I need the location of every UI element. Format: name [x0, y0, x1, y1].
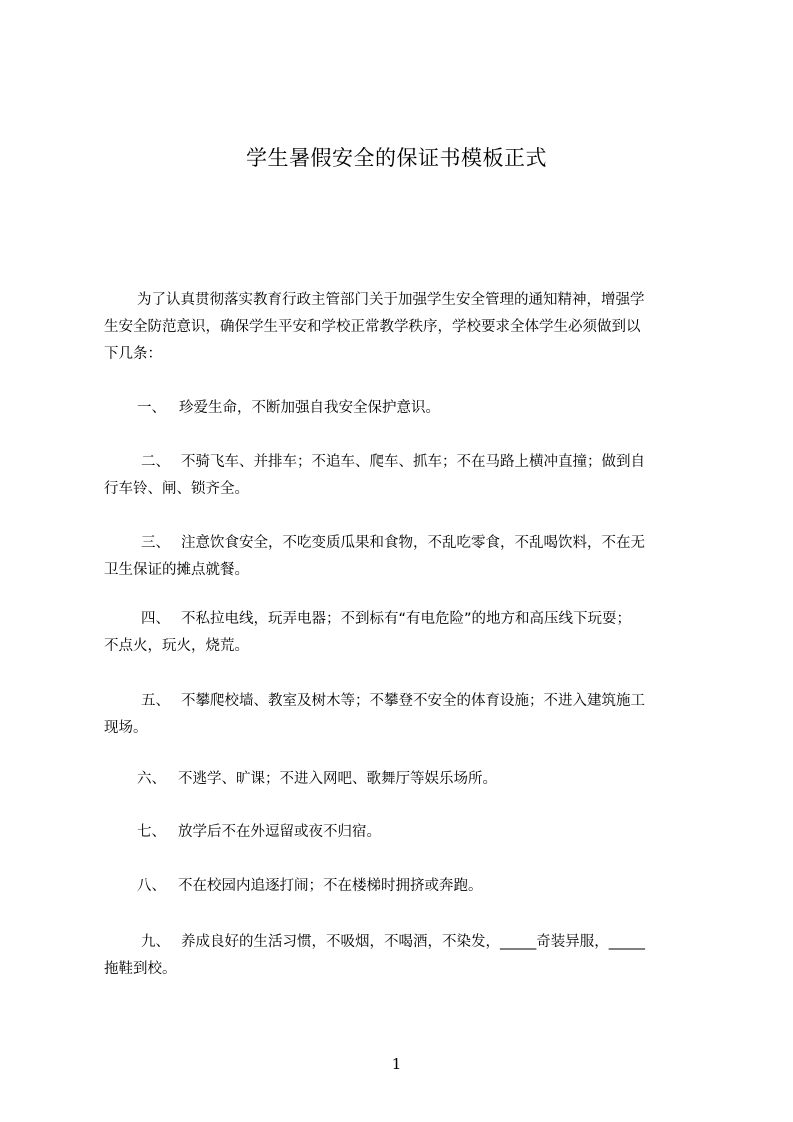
item-text: 不私拉电线，玩弄电器；不到标有“有电危险”的地方和高压线下玩耍；: [181, 611, 632, 627]
item-text: 放学后不在外逗留或夜不归宿。: [178, 824, 381, 840]
list-item: [104, 449, 704, 503]
intro-line: 下几条：: [104, 346, 162, 362]
item-text: 不逃学、旷课；不进入网吧、歌舞厅等娱乐场所。: [178, 771, 497, 787]
item-text-continued: 行车铃、闸、锁齐全。: [104, 481, 249, 497]
item-text: 不在校园内追逐打闹；不在楼梯时拥挤或奔跑。: [178, 878, 483, 894]
list-item: [104, 395, 704, 422]
item-text-continued: 卫生保证的摊点就餐。: [104, 562, 249, 578]
item-number: 四、: [141, 611, 170, 627]
item-text: 不攀爬校墙、教室及树木等；不攀登不安全的体育设施；不进入建筑施工: [181, 693, 645, 709]
list-item: [104, 929, 704, 983]
intro-line: 为了认真贯彻落实教育行政主管部门关于加强学生安全管理的通知精神，增强学: [137, 292, 645, 308]
item-number: 八、: [137, 878, 166, 894]
item-number: 三、: [141, 535, 170, 551]
list-item: [104, 873, 704, 900]
item-number: 九、: [141, 934, 170, 950]
list-item: [104, 606, 704, 660]
item-text: 注意饮食安全，不吃变质瓜果和食物，不乱吃零食，不乱喝饮料，不在无: [181, 535, 645, 551]
item-text: 不骑飞车、并排车；不追车、爬车、抓车；不在马路上横冲直撞；做到自: [181, 454, 645, 470]
list-item: [104, 530, 704, 584]
item-text: 养成良好的生活习惯，不吸烟，不喝酒，不染发，_____奇装异服，_____: [181, 934, 645, 950]
item-number: 七、: [137, 824, 166, 840]
document-title: 学生暑假安全的保证书模板正式: [246, 146, 547, 170]
list-item: [104, 819, 704, 846]
item-number: 五、: [141, 693, 170, 709]
item-number: 六、: [137, 771, 166, 787]
item-number: 一、: [137, 400, 166, 416]
page-number: 1: [391, 1055, 402, 1073]
item-number: 二、: [141, 454, 170, 470]
item-text-continued: 不点火，玩火，烧荒。: [104, 638, 249, 654]
list-item: [104, 766, 704, 793]
item-text-continued: 拖鞋到校。: [104, 961, 177, 977]
item-text: 珍爱生命，不断加强自我安全保护意识。: [179, 400, 440, 416]
intro-paragraph: [104, 287, 704, 368]
item-text-continued: 现场。: [104, 720, 148, 736]
intro-line: 生安全防范意识，确保学生平安和学校正常教学秩序，学校要求全体学生必须做到以: [104, 319, 641, 335]
list-item: [104, 688, 704, 742]
